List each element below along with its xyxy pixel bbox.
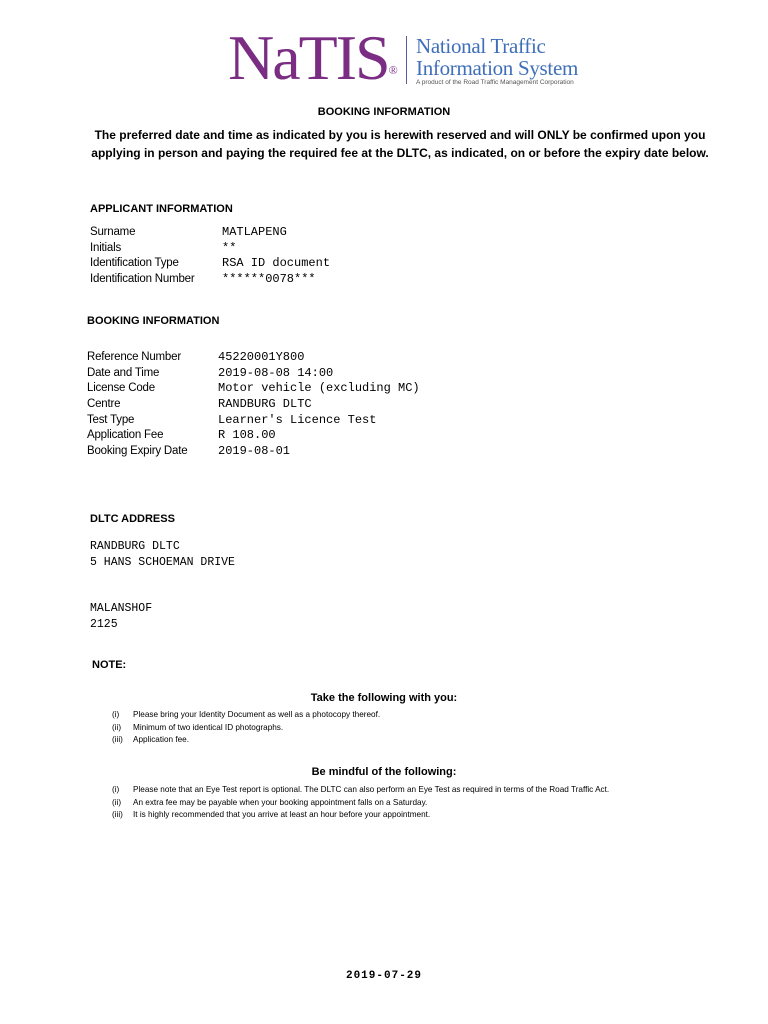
row-value: RSA ID document <box>222 256 331 271</box>
row-value: 2019-08-01 <box>218 444 291 459</box>
dltc-name: RANDBURG DLTC <box>90 540 180 553</box>
item-number: (i) <box>112 710 120 719</box>
item-text: An extra fee may be payable when your booking appointment falls on a Saturday. <box>133 797 428 807</box>
org-tagline: A product of the Road Traffic Management Corporation <box>416 79 574 86</box>
page-title: BOOKING INFORMATION <box>317 106 451 118</box>
list-item <box>112 722 380 735</box>
booking-row <box>87 413 507 429</box>
row-label: Centre <box>87 398 121 411</box>
booking-row <box>87 397 507 413</box>
list-item <box>112 797 609 810</box>
row-label: Identification Type <box>90 257 179 270</box>
mindful-heading: Be mindful of the following: <box>311 766 457 778</box>
take-heading: Take the following with you: <box>310 692 458 704</box>
booking-row <box>87 366 507 382</box>
logo-text: NaTIS <box>228 22 389 93</box>
note-heading: NOTE: <box>92 659 127 671</box>
list-item <box>112 784 609 797</box>
org-name-line1: National Traffic <box>416 34 546 58</box>
logo-divider <box>406 36 407 84</box>
row-label: Reference Number <box>87 351 181 363</box>
applicant-row <box>90 272 490 288</box>
row-value: 2019-08-08 14:00 <box>218 365 334 380</box>
row-label: License Code <box>87 382 155 395</box>
booking-row <box>87 350 507 366</box>
row-label: Identification Number <box>90 273 195 286</box>
org-name-line2: Information System <box>416 56 578 80</box>
item-text: Please note that an Eye Test report is optional. The DLTC can also perform an Eye Test as required in terms of the Road Traffic Act. <box>133 785 610 794</box>
row-value: ******0078*** <box>222 272 316 287</box>
item-number: (i) <box>112 785 120 794</box>
row-label: Application Fee <box>87 429 164 442</box>
row-label: Booking Expiry Date <box>87 445 188 458</box>
booking-table <box>87 350 507 460</box>
natis-logo <box>228 22 398 94</box>
booking-heading: BOOKING INFORMATION <box>87 315 220 327</box>
applicant-table <box>90 225 490 288</box>
dltc-heading: DLTC ADDRESS <box>90 513 175 525</box>
intro-paragraph: The preferred date and time as indicated by you is herewith reserved and will ONLY be confirmed upon you applying in person and paying the required fee at the DLTC, as indicated, on or before the expiry date below. <box>91 128 709 160</box>
row-value: R 108.00 <box>218 428 276 443</box>
booking-row <box>87 444 507 460</box>
item-text: Minimum of two identical ID photographs. <box>133 722 284 732</box>
row-label: Date and Time <box>87 366 160 379</box>
row-value: 45220001Y800 <box>218 350 305 364</box>
row-value: ** <box>222 240 237 255</box>
applicant-row <box>90 225 490 241</box>
item-text: It is highly recommended that you arrive at least an hour before your appointment. <box>133 810 431 820</box>
item-number: (ii) <box>112 797 122 807</box>
registered-mark: ® <box>388 63 398 77</box>
item-number: (iii) <box>112 810 123 820</box>
dltc-street: 5 HANS SCHOEMAN DRIVE <box>90 556 235 569</box>
applicant-heading: APPLICANT INFORMATION <box>90 203 233 215</box>
list-item <box>112 709 380 722</box>
row-value: Learner's Licence Test <box>218 412 377 427</box>
item-text: Please bring your Identity Document as well as a photocopy thereof. <box>133 710 381 719</box>
dltc-suburb: MALANSHOF <box>90 602 153 615</box>
mindful-list <box>112 784 609 822</box>
take-list <box>112 709 380 747</box>
item-number: (ii) <box>112 722 122 732</box>
row-label: Test Type <box>87 413 135 426</box>
item-text: Application fee. <box>133 735 189 745</box>
dltc-postal-code: 2125 <box>90 618 118 631</box>
row-value: MATLAPENG <box>222 225 287 239</box>
print-date: 2019-07-29 <box>345 970 422 982</box>
list-item <box>112 809 609 822</box>
row-value: Motor vehicle (excluding MC) <box>218 381 420 396</box>
item-number: (iii) <box>112 735 123 745</box>
applicant-row <box>90 241 490 257</box>
row-value: RANDBURG DLTC <box>218 397 312 412</box>
booking-row <box>87 428 507 444</box>
row-label: Initials <box>90 241 121 254</box>
applicant-row <box>90 256 490 272</box>
booking-row <box>87 381 507 397</box>
list-item <box>112 734 380 747</box>
row-label: Surname <box>90 226 136 238</box>
